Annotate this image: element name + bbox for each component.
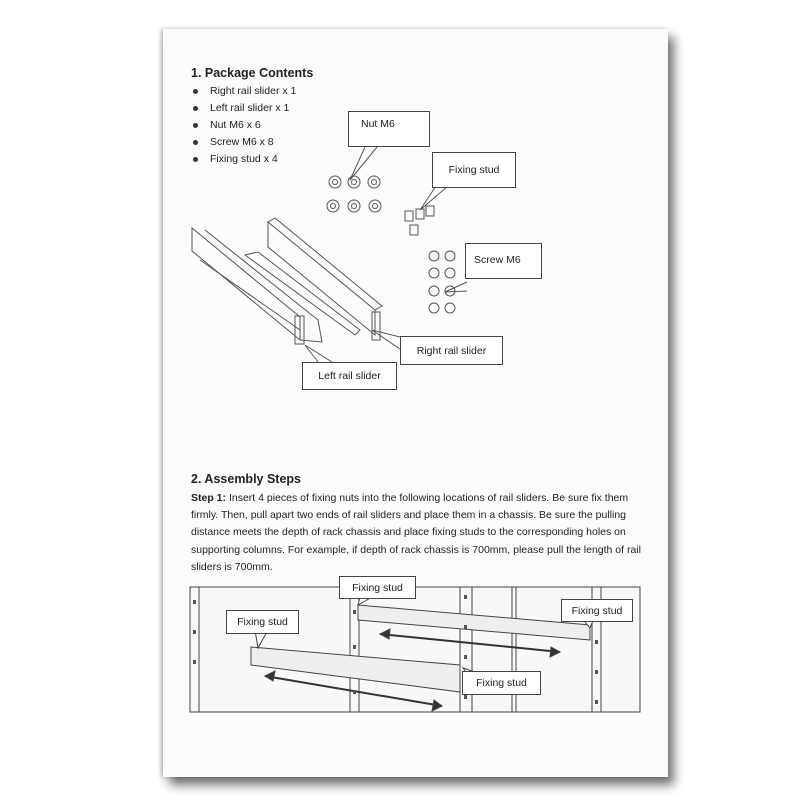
list-item: Nut M6 x 6 [193,117,296,134]
right-rail-slider-callout: Right rail slider [400,336,503,365]
left-rail-slider-callout: Left rail slider [302,362,397,390]
fixing-stud-callout-bottom: Fixing stud [462,671,541,695]
package-contents-heading: 1. Package Contents [191,66,314,80]
list-item: Left rail slider x 1 [193,100,296,117]
nut-m6-callout: Nut M6 [348,111,430,147]
fixing-stud-callout-top: Fixing stud [339,576,416,599]
fixing-stud-callout-left: Fixing stud [226,610,299,634]
list-item: Fixing stud x 4 [193,151,296,168]
step-label: Step 1: [191,492,227,504]
list-item: Screw M6 x 8 [193,134,296,151]
screw-m6-callout: Screw M6 [465,243,542,279]
fixing-stud-callout-right: Fixing stud [561,599,633,622]
assembly-steps-heading: 2. Assembly Steps [191,472,302,486]
list-item: Right rail slider x 1 [193,83,296,100]
step-text: Insert 4 pieces of fixing nuts into the following locations of rail sliders. Be sure fix them firmly. Then, pull apart two ends of rail sliders and place them in a chassis. Be sure the pulling distance meets the depth of rack chassis and place fixing studs to the corresponding holes on supporting columns. For example, if depth of rack chassis is 700mm, please pull the length of rail sliders is 700mm. [191,492,641,573]
fixing-stud-callout: Fixing stud [432,152,516,188]
